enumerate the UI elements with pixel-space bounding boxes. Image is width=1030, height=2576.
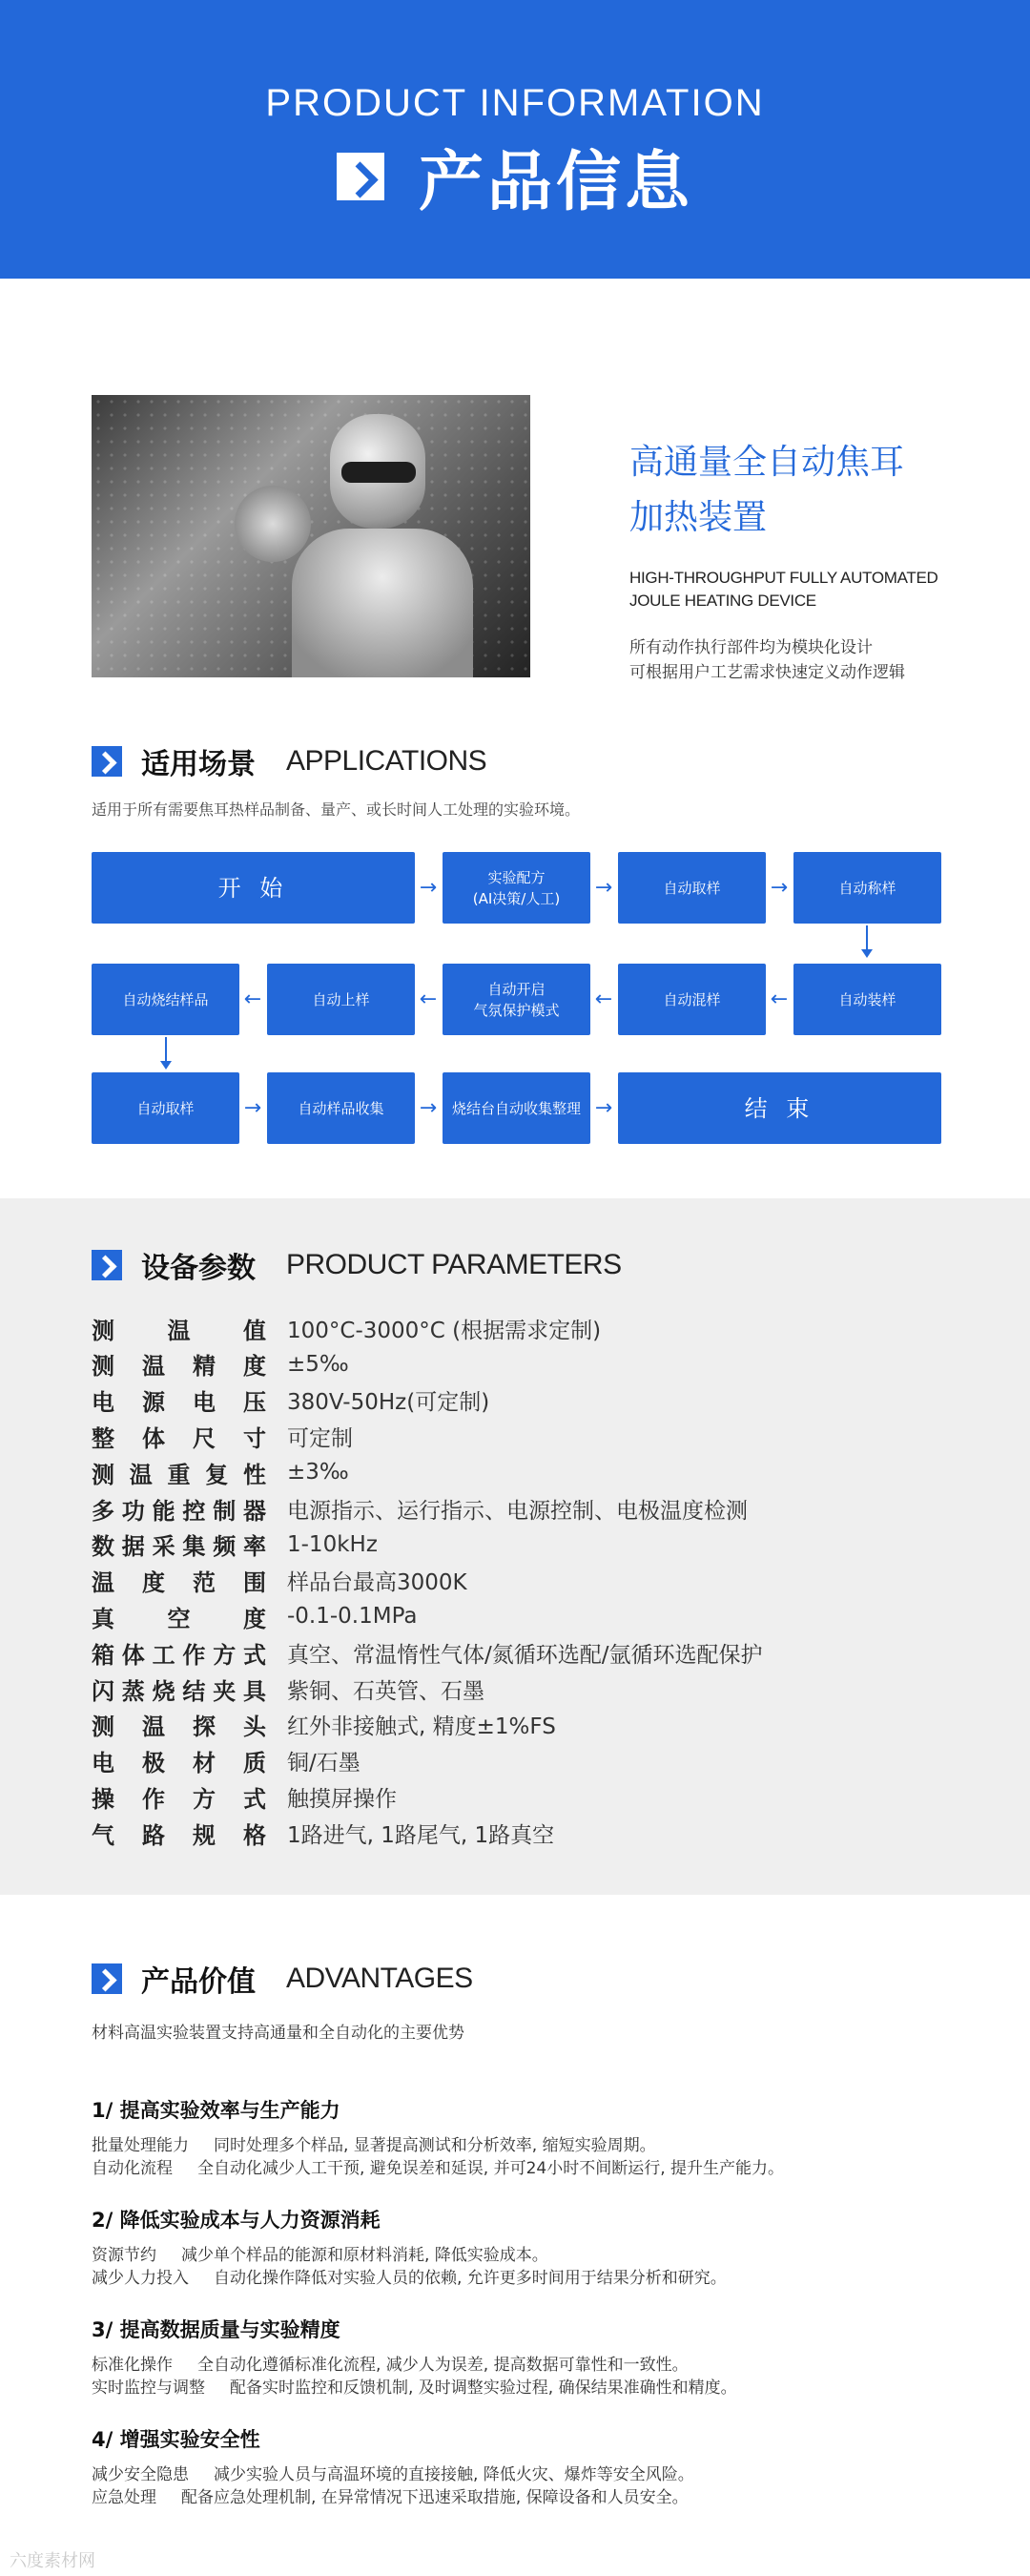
advantage-key: 实时监控与调整 (92, 2379, 205, 2398)
param-label: 整体尺寸 (92, 1424, 266, 1452)
param-label: 数据采集频率 (92, 1533, 266, 1561)
robot-visor (341, 462, 416, 483)
product-desc-line2: 可根据用户工艺需求快速定义动作逻辑 (629, 663, 905, 682)
param-row (92, 1671, 484, 1707)
parameters-title-cn: 设备参数 (141, 1252, 256, 1285)
param-value: 真空、常温惰性气体/氮循环选配/氩循环选配保护 (287, 1642, 763, 1668)
param-value: 1-10kHz (287, 1531, 378, 1557)
advantage-title: 4/ 增强实验安全性 (92, 2428, 260, 2451)
flow-auto-mix: 自动混样 (618, 964, 766, 1035)
product-desc-line1: 所有动作执行部件均为模块化设计 (629, 638, 873, 657)
flow-connector-line (165, 1037, 167, 1062)
param-row (92, 1490, 748, 1527)
param-row (92, 1346, 349, 1382)
param-label: 电源电压 (92, 1389, 266, 1417)
param-value: 紫铜、石英管、石墨 (287, 1678, 484, 1704)
flow-connector-line (866, 925, 868, 950)
advantage-line (92, 2483, 689, 2507)
param-label: 箱体工作方式 (92, 1641, 266, 1669)
param-row (92, 1527, 378, 1563)
flow-auto-sample-1: 自动取样 (618, 852, 766, 924)
param-value: 380V-50Hz(可定制) (287, 1390, 490, 1416)
param-label: 闪蒸烧结夹具 (92, 1677, 266, 1705)
flow-auto-upload: 自动上样 (267, 964, 415, 1035)
advantage-title: 1/ 提高实验效率与生产能力 (92, 2099, 340, 2122)
advantage-key: 应急处理 (92, 2488, 156, 2507)
product-title (629, 435, 992, 546)
param-value: -0.1-0.1MPa (287, 1604, 418, 1630)
flow-gas-protection (443, 964, 590, 1035)
product-name-en-line2: JOULE HEATING DEVICE (629, 592, 816, 610)
product-name-en (629, 567, 973, 613)
chevron-right-icon (337, 153, 384, 200)
flow-gas-line1: 自动开启 (487, 980, 546, 998)
advantage-text: 自动化操作降低对实验人员的依赖, 允许更多时间用于结果分析和研究。 (214, 2269, 727, 2288)
param-value: 触摸屏操作 (287, 1786, 397, 1812)
param-row (92, 1418, 353, 1454)
param-row (92, 1563, 467, 1599)
arrow-left-icon: ← (770, 987, 789, 1011)
param-value: ±3‰ (287, 1460, 349, 1485)
advantages-heading (92, 1960, 473, 1998)
product-photo (92, 395, 530, 677)
flow-sample-collect: 自动样品收集 (267, 1072, 415, 1144)
advantage-line (92, 2241, 548, 2265)
advantage-text: 配备实时监控和反馈机制, 及时调整实验过程, 确保结果准确性和精度。 (230, 2379, 737, 2398)
arrow-right-icon: → (770, 876, 789, 900)
param-label: 测温精度 (92, 1353, 266, 1381)
applications-heading (92, 742, 486, 780)
arrow-right-icon: → (594, 876, 613, 900)
arrow-right-icon: → (243, 1096, 262, 1120)
advantage-key: 标准化操作 (92, 2356, 173, 2375)
advantage-line (92, 2154, 784, 2178)
applications-title-cn: 适用场景 (141, 748, 256, 781)
advantages-intro: 材料高温实验装置支持高通量和全自动化的主要优势 (92, 2024, 464, 2043)
param-row (92, 1382, 489, 1419)
advantage-key: 减少安全隐患 (92, 2465, 189, 2484)
param-label: 电极材质 (92, 1750, 266, 1777)
arrow-left-icon: ← (594, 987, 613, 1011)
advantage-line (92, 2131, 656, 2155)
param-label: 测温值 (92, 1317, 266, 1344)
param-row (92, 1815, 554, 1851)
param-value: 样品台最高3000K (287, 1570, 467, 1596)
parameters-title-en: PRODUCT PARAMETERS (286, 1249, 622, 1280)
param-label: 气路规格 (92, 1821, 266, 1849)
param-label: 温度范围 (92, 1569, 266, 1597)
param-row (92, 1778, 397, 1815)
flow-auto-load: 自动装样 (793, 964, 941, 1035)
param-value: ±5‰ (287, 1351, 349, 1377)
param-row (92, 1454, 349, 1490)
advantage-key: 自动化流程 (92, 2159, 173, 2178)
param-row (92, 1707, 556, 1743)
arrow-right-icon: → (419, 1096, 438, 1120)
watermark-logo (10, 2547, 95, 2572)
parameters-heading (92, 1246, 622, 1284)
param-value: 可定制 (287, 1425, 353, 1451)
param-label: 真空度 (92, 1605, 266, 1632)
chevron-right-icon (92, 746, 122, 777)
param-label: 操作方式 (92, 1785, 266, 1813)
advantage-key: 资源节约 (92, 2246, 156, 2265)
flow-recipe-line2: (AI决策/人工) (472, 889, 561, 907)
watermark-text: 六度素材网 (10, 2551, 95, 2571)
product-description (629, 635, 1011, 685)
applications-title-en: APPLICATIONS (286, 745, 487, 777)
advantage-line (92, 2351, 689, 2375)
arrow-left-icon: ← (243, 987, 262, 1011)
arrow-right-icon: → (419, 876, 438, 900)
advantage-text: 配备应急处理机制, 在异常情况下迅速采取措施, 保障设备和人员安全。 (181, 2488, 689, 2507)
advantages-title-cn: 产品价值 (141, 1965, 256, 1999)
flow-gas-line2: 气氛保护模式 (473, 1001, 560, 1019)
header-title-row (0, 134, 1030, 219)
advantage-line (92, 2374, 737, 2398)
flow-auto-sinter: 自动烧结样品 (92, 964, 239, 1035)
advantage-text: 减少单个样品的能源和原材料消耗, 降低实验成本。 (181, 2246, 548, 2265)
arrow-down-icon (861, 949, 873, 958)
advantage-key: 批量处理能力 (92, 2136, 189, 2155)
advantage-text: 全自动化减少人工干预, 避免误差和延误, 并可24小时不间断运行, 提升生产能力。 (197, 2159, 785, 2178)
param-value: 铜/石墨 (287, 1751, 360, 1776)
applications-description: 适用于所有需要焦耳热样品制备、量产、或长时间人工处理的实验环境。 (92, 800, 581, 819)
param-label: 多功能控制器 (92, 1497, 266, 1525)
param-label: 测温探头 (92, 1714, 266, 1741)
flow-recipe (443, 852, 590, 924)
robot-body (292, 529, 473, 677)
advantage-title: 3/ 提高数据质量与实验精度 (92, 2318, 340, 2341)
arrow-down-icon (160, 1061, 172, 1070)
flow-organize: 烧结台自动收集整理 (443, 1072, 590, 1144)
header-title-cn: 产品信息 (418, 144, 693, 220)
product-title-line1: 高通量全自动焦耳 (629, 443, 905, 482)
chevron-right-icon (92, 1963, 122, 1994)
param-value: 100°C-3000°C (根据需求定制) (287, 1318, 602, 1343)
param-row (92, 1743, 360, 1779)
advantage-title: 2/ 降低实验成本与人力资源消耗 (92, 2209, 381, 2232)
param-row (92, 1634, 763, 1671)
flow-end: 结 束 (618, 1072, 941, 1144)
robot-hand (235, 486, 311, 562)
flow-start: 开 始 (92, 852, 415, 924)
arrow-right-icon: → (594, 1096, 613, 1120)
param-label: 测温重复性 (92, 1461, 266, 1488)
header-title-en: PRODUCT INFORMATION (265, 82, 765, 124)
advantage-text: 全自动化遵循标准化流程, 减少人为误差, 提高数据可靠性和一致性。 (197, 2356, 689, 2375)
flow-recipe-line1: 实验配方 (487, 868, 546, 886)
flow-auto-sample-2: 自动取样 (92, 1072, 239, 1144)
param-row (92, 1310, 601, 1346)
arrow-left-icon: ← (419, 987, 438, 1011)
product-name-en-line1: HIGH-THROUGHPUT FULLY AUTOMATED (629, 569, 938, 587)
param-value: 1路进气, 1路尾气, 1路真空 (287, 1822, 555, 1848)
chevron-right-icon (92, 1250, 122, 1280)
advantage-text: 减少实验人员与高温环境的直接接触, 降低火灾、爆炸等安全风险。 (214, 2465, 694, 2484)
advantage-line (92, 2264, 727, 2288)
advantage-key: 减少人力投入 (92, 2269, 189, 2288)
param-row (92, 1598, 418, 1634)
advantage-text: 同时处理多个样品, 显著提高测试和分析效率, 缩短实验周期。 (214, 2136, 656, 2155)
product-title-line2: 加热装置 (629, 498, 768, 537)
header-banner (0, 0, 1030, 279)
advantages-title-en: ADVANTAGES (286, 1963, 473, 1994)
flow-auto-weigh: 自动称样 (793, 852, 941, 924)
param-value: 红外非接触式, 精度±1%FS (287, 1714, 556, 1740)
advantage-line (92, 2461, 694, 2484)
param-value: 电源指示、运行指示、电源控制、电极温度检测 (287, 1498, 748, 1524)
